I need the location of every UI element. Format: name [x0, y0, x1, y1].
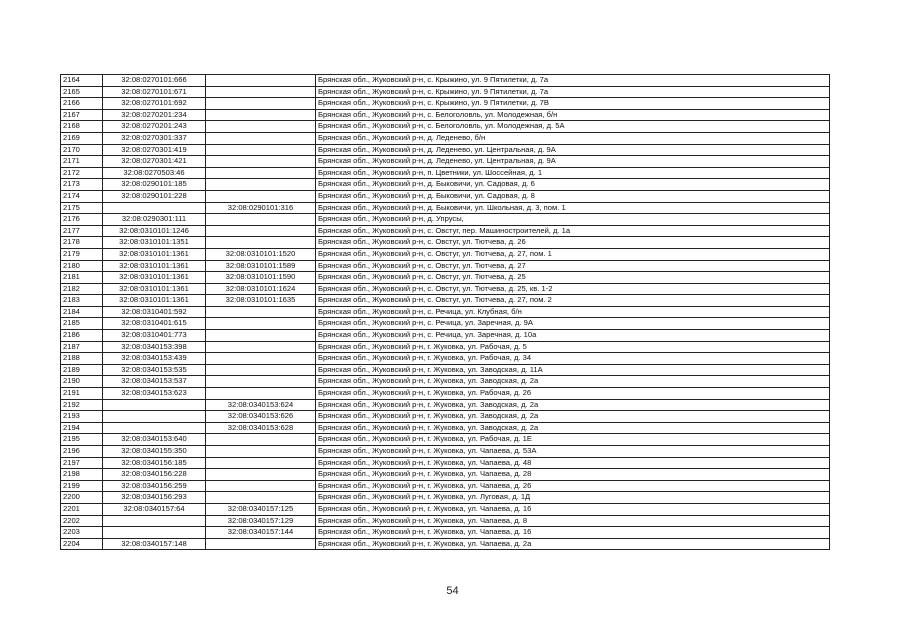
table-row: [61, 272, 830, 284]
row-number-cell: 2174: [61, 190, 103, 202]
address-cell: Брянская обл., Жуковский р-н, г. Жуковка, ул. Рабочая, д. 5: [316, 341, 830, 353]
premises-cadastral-number-cell: [206, 364, 316, 376]
cadastral-number-cell: 32:08:0310101:1246: [103, 225, 206, 237]
premises-cadastral-number-cell: 32:08:0340157:129: [206, 515, 316, 527]
address-cell: Брянская обл., Жуковский р-н, г. Жуковка, ул. Чапаева, д. 48: [316, 457, 830, 469]
row-number-cell: 2185: [61, 318, 103, 330]
premises-cadastral-number-cell: 32:08:0340153:626: [206, 411, 316, 423]
premises-cadastral-number-cell: [206, 144, 316, 156]
premises-cadastral-number-cell: [206, 237, 316, 249]
table-row: [61, 364, 830, 376]
table-row: [61, 376, 830, 388]
row-number-cell: 2167: [61, 109, 103, 121]
row-number-cell: 2172: [61, 167, 103, 179]
row-number-cell: 2178: [61, 237, 103, 249]
table-row: [61, 492, 830, 504]
table-row: [61, 341, 830, 353]
row-number-cell: 2195: [61, 434, 103, 446]
premises-cadastral-number-cell: 32:08:0310101:1624: [206, 283, 316, 295]
premises-cadastral-number-cell: [206, 75, 316, 87]
row-number-cell: 2168: [61, 121, 103, 133]
address-cell: Брянская обл., Жуковский р-н, с. Овстуг, ул. Тютчева, д. 25, кв. 1-2: [316, 283, 830, 295]
premises-cadastral-number-cell: [206, 167, 316, 179]
row-number-cell: 2189: [61, 364, 103, 376]
premises-cadastral-number-cell: [206, 318, 316, 330]
row-number-cell: 2193: [61, 411, 103, 423]
row-number-cell: 2201: [61, 503, 103, 515]
address-cell: Брянская обл., Жуковский р-н, с. Овстуг, пер. Машиностроителей, д. 1а: [316, 225, 830, 237]
cadastral-number-cell: 32:08:0310401:615: [103, 318, 206, 330]
cadastral-number-cell: [103, 411, 206, 423]
address-cell: Брянская обл., Жуковский р-н, с. Крыжино, ул. 9 Пятилетки, д. 7а: [316, 75, 830, 87]
cadastral-number-cell: 32:08:0340156:259: [103, 480, 206, 492]
address-cell: Брянская обл., Жуковский р-н, с. Белоголовль, ул. Молодежная, б/н: [316, 109, 830, 121]
address-cell: Брянская обл., Жуковский р-н, с. Белоголовль, ул. Молодежная, д. 5А: [316, 121, 830, 133]
row-number-cell: 2171: [61, 156, 103, 168]
premises-cadastral-number-cell: [206, 492, 316, 504]
row-number-cell: 2192: [61, 399, 103, 411]
premises-cadastral-number-cell: [206, 353, 316, 365]
address-cell: Брянская обл., Жуковский р-н, с. Крыжино, ул. 9 Пятилетки, д. 7а: [316, 86, 830, 98]
cadastral-number-cell: 32:08:0340153:398: [103, 341, 206, 353]
table-row: [61, 214, 830, 226]
cadastral-number-cell: 32:08:0270201:234: [103, 109, 206, 121]
premises-cadastral-number-cell: [206, 457, 316, 469]
address-cell: Брянская обл., Жуковский р-н, с. Речица, ул. Заречная, д. 10а: [316, 330, 830, 342]
address-cell: Брянская обл., Жуковский р-н, с. Овстуг, ул. Тютчева, д. 27, пом. 2: [316, 295, 830, 307]
row-number-cell: 2186: [61, 330, 103, 342]
premises-cadastral-number-cell: [206, 109, 316, 121]
cadastral-number-cell: [103, 515, 206, 527]
address-cell: Брянская обл., Жуковский р-н, г. Жуковка, ул. Рабочая, д. 34: [316, 353, 830, 365]
row-number-cell: 2202: [61, 515, 103, 527]
address-cell: Брянская обл., Жуковский р-н, г. Жуковка, ул. Рабочая, д. 1Е: [316, 434, 830, 446]
cadastral-number-cell: 32:08:0310101:1361: [103, 248, 206, 260]
cadastral-number-cell: [103, 399, 206, 411]
address-cell: Брянская обл., Жуковский р-н, д. Быковичи, ул. Садовая, д. 6: [316, 179, 830, 191]
table-row: [61, 75, 830, 87]
premises-cadastral-number-cell: [206, 388, 316, 400]
cadastral-number-cell: 32:08:0340153:535: [103, 364, 206, 376]
cadastral-number-cell: 32:08:0310101:1351: [103, 237, 206, 249]
cadastral-number-cell: 32:08:0270503:46: [103, 167, 206, 179]
address-cell: Брянская обл., Жуковский р-н, г. Жуковка, ул. Чапаева, д. 26: [316, 480, 830, 492]
cadastral-number-cell: 32:08:0340156:228: [103, 469, 206, 481]
table-row: [61, 527, 830, 539]
row-number-cell: 2164: [61, 75, 103, 87]
premises-cadastral-number-cell: 32:08:0340153:624: [206, 399, 316, 411]
table-row: [61, 538, 830, 550]
cadastral-number-cell: [103, 422, 206, 434]
row-number-cell: 2183: [61, 295, 103, 307]
table-row: [61, 422, 830, 434]
cadastral-number-cell: 32:08:0290301:111: [103, 214, 206, 226]
row-number-cell: 2165: [61, 86, 103, 98]
table-row: [61, 411, 830, 423]
table-row: [61, 167, 830, 179]
table-row: [61, 318, 830, 330]
row-number-cell: 2197: [61, 457, 103, 469]
cadastral-number-cell: 32:08:0340156:293: [103, 492, 206, 504]
row-number-cell: 2175: [61, 202, 103, 214]
address-cell: Брянская обл., Жуковский р-н, г. Жуковка, ул. Заводская, д. 2а: [316, 411, 830, 423]
row-number-cell: 2203: [61, 527, 103, 539]
row-number-cell: 2199: [61, 480, 103, 492]
address-cell: Брянская обл., Жуковский р-н, д. Леденево, ул. Центральная, д. 9А: [316, 144, 830, 156]
address-cell: Брянская обл., Жуковский р-н, г. Жуковка, ул. Чапаева, д. 53А: [316, 446, 830, 458]
address-cell: Брянская обл., Жуковский р-н, г. Жуковка, ул. Чапаева, д. 28: [316, 469, 830, 481]
address-cell: Брянская обл., Жуковский р-н, г. Жуковка, ул. Заводская, д. 2а: [316, 376, 830, 388]
premises-cadastral-number-cell: 32:08:0340157:144: [206, 527, 316, 539]
cadastral-number-cell: 32:08:0310401:773: [103, 330, 206, 342]
table-row: [61, 480, 830, 492]
address-cell: Брянская обл., Жуковский р-н, г. Жуковка, ул. Чапаева, д. 16: [316, 503, 830, 515]
row-number-cell: 2181: [61, 272, 103, 284]
address-cell: Брянская обл., Жуковский р-н, с. Речица, ул. Заречная, д. 9А: [316, 318, 830, 330]
cadastral-number-cell: 32:08:0310401:592: [103, 306, 206, 318]
cadastral-number-cell: 32:08:0270301:419: [103, 144, 206, 156]
address-cell: Брянская обл., Жуковский р-н, д. Упрусы,: [316, 214, 830, 226]
address-cell: Брянская обл., Жуковский р-н, с. Крыжино, ул. 9 Пятилетки, д. 7В: [316, 98, 830, 110]
cadastral-number-cell: 32:08:0270301:421: [103, 156, 206, 168]
table-row: [61, 190, 830, 202]
address-cell: Брянская обл., Жуковский р-н, с. Овстуг, ул. Тютчева, д. 26: [316, 237, 830, 249]
premises-cadastral-number-cell: 32:08:0340157:125: [206, 503, 316, 515]
cadastral-number-cell: 32:08:0270101:692: [103, 98, 206, 110]
table-row: [61, 86, 830, 98]
table-body: [61, 75, 830, 550]
cadastral-number-cell: 32:08:0310101:1361: [103, 260, 206, 272]
row-number-cell: 2188: [61, 353, 103, 365]
row-number-cell: 2198: [61, 469, 103, 481]
cadastral-number-cell: 32:08:0340153:537: [103, 376, 206, 388]
table-row: [61, 469, 830, 481]
row-number-cell: 2170: [61, 144, 103, 156]
row-number-cell: 2173: [61, 179, 103, 191]
address-cell: Брянская обл., Жуковский р-н, д. Быковичи, ул. Садовая, д. 8: [316, 190, 830, 202]
row-number-cell: 2194: [61, 422, 103, 434]
premises-cadastral-number-cell: [206, 341, 316, 353]
row-number-cell: 2176: [61, 214, 103, 226]
premises-cadastral-number-cell: [206, 179, 316, 191]
table-row: [61, 156, 830, 168]
table-row: [61, 144, 830, 156]
table-row: [61, 295, 830, 307]
cadastral-number-cell: 32:08:0290101:185: [103, 179, 206, 191]
table-row: [61, 503, 830, 515]
cadastral-number-cell: [103, 527, 206, 539]
address-cell: Брянская обл., Жуковский р-н, г. Жуковка, ул. Чапаева, д. 16: [316, 527, 830, 539]
address-cell: Брянская обл., Жуковский р-н, с. Овстуг, ул. Тютчева, д. 25: [316, 272, 830, 284]
table-row: [61, 225, 830, 237]
cadastral-number-cell: 32:08:0270301:337: [103, 132, 206, 144]
premises-cadastral-number-cell: 32:08:0310101:1520: [206, 248, 316, 260]
cadastral-number-cell: 32:08:0340153:623: [103, 388, 206, 400]
row-number-cell: 2177: [61, 225, 103, 237]
premises-cadastral-number-cell: [206, 132, 316, 144]
table-row: [61, 330, 830, 342]
table-row: [61, 306, 830, 318]
premises-cadastral-number-cell: [206, 469, 316, 481]
property-table: [60, 74, 830, 550]
cadastral-number-cell: 32:08:0310101:1361: [103, 283, 206, 295]
table-row: [61, 121, 830, 133]
address-cell: Брянская обл., Жуковский р-н, д. Леденево, ул. Центральная, д. 9А: [316, 156, 830, 168]
premises-cadastral-number-cell: [206, 98, 316, 110]
premises-cadastral-number-cell: [206, 214, 316, 226]
cadastral-number-cell: 32:08:0340157:64: [103, 503, 206, 515]
address-cell: Брянская обл., Жуковский р-н, г. Жуковка, ул. Заводская, д. 11А: [316, 364, 830, 376]
address-cell: Брянская обл., Жуковский р-н, с. Овстуг, ул. Тютчева, д. 27, пом. 1: [316, 248, 830, 260]
address-cell: Брянская обл., Жуковский р-н, г. Жуковка, ул. Заводская, д. 2а: [316, 399, 830, 411]
table-row: [61, 202, 830, 214]
table-row: [61, 132, 830, 144]
row-number-cell: 2169: [61, 132, 103, 144]
premises-cadastral-number-cell: 32:08:0290101:316: [206, 202, 316, 214]
row-number-cell: 2196: [61, 446, 103, 458]
table-row: [61, 434, 830, 446]
row-number-cell: 2204: [61, 538, 103, 550]
row-number-cell: 2179: [61, 248, 103, 260]
cadastral-number-cell: 32:08:0340153:640: [103, 434, 206, 446]
premises-cadastral-number-cell: 32:08:0340153:628: [206, 422, 316, 434]
cadastral-number-cell: 32:08:0340157:148: [103, 538, 206, 550]
table-row: [61, 248, 830, 260]
premises-cadastral-number-cell: [206, 190, 316, 202]
cadastral-number-cell: 32:08:0290101:228: [103, 190, 206, 202]
row-number-cell: 2200: [61, 492, 103, 504]
premises-cadastral-number-cell: [206, 156, 316, 168]
premises-cadastral-number-cell: [206, 121, 316, 133]
address-cell: Брянская обл., Жуковский р-н, д. Леденево, б/н: [316, 132, 830, 144]
table-row: [61, 388, 830, 400]
table-row: [61, 457, 830, 469]
premises-cadastral-number-cell: 32:08:0310101:1635: [206, 295, 316, 307]
row-number-cell: 2180: [61, 260, 103, 272]
row-number-cell: 2191: [61, 388, 103, 400]
address-cell: Брянская обл., Жуковский р-н, г. Жуковка, ул. Чапаева, д. 2а: [316, 538, 830, 550]
table-row: [61, 399, 830, 411]
page-number: 54: [446, 585, 459, 597]
premises-cadastral-number-cell: 32:08:0310101:1589: [206, 260, 316, 272]
table-row: [61, 353, 830, 365]
row-number-cell: 2166: [61, 98, 103, 110]
cadastral-number-cell: [103, 202, 206, 214]
premises-cadastral-number-cell: [206, 86, 316, 98]
cadastral-number-cell: 32:08:0340153:439: [103, 353, 206, 365]
row-number-cell: 2184: [61, 306, 103, 318]
cadastral-number-cell: 32:08:0340156:185: [103, 457, 206, 469]
premises-cadastral-number-cell: [206, 538, 316, 550]
table-row: [61, 179, 830, 191]
table-row: [61, 515, 830, 527]
row-number-cell: 2190: [61, 376, 103, 388]
address-cell: Брянская обл., Жуковский р-н, г. Жуковка, ул. Чапаева, д. 8: [316, 515, 830, 527]
cadastral-number-cell: 32:08:0270101:666: [103, 75, 206, 87]
table-row: [61, 109, 830, 121]
premises-cadastral-number-cell: [206, 480, 316, 492]
premises-cadastral-number-cell: [206, 446, 316, 458]
address-cell: Брянская обл., Жуковский р-н, г. Жуковка, ул. Заводская, д. 2а: [316, 422, 830, 434]
address-cell: Брянская обл., Жуковский р-н, г. Жуковка, ул. Луговая, д. 1Д: [316, 492, 830, 504]
address-cell: Брянская обл., Жуковский р-н, с. Овстуг, ул. Тютчева, д. 27: [316, 260, 830, 272]
premises-cadastral-number-cell: [206, 225, 316, 237]
premises-cadastral-number-cell: [206, 434, 316, 446]
row-number-cell: 2187: [61, 341, 103, 353]
premises-cadastral-number-cell: [206, 376, 316, 388]
table-row: [61, 260, 830, 272]
row-number-cell: 2182: [61, 283, 103, 295]
table-row: [61, 446, 830, 458]
address-cell: Брянская обл., Жуковский р-н, п. Цветники, ул. Шоссейная, д. 1: [316, 167, 830, 179]
cadastral-number-cell: 32:08:0310101:1361: [103, 295, 206, 307]
cadastral-number-cell: 32:08:0340155:350: [103, 446, 206, 458]
cadastral-number-cell: 32:08:0310101:1361: [103, 272, 206, 284]
table-row: [61, 98, 830, 110]
address-cell: Брянская обл., Жуковский р-н, д. Быковичи, ул. Школьная, д. 3, пом. 1: [316, 202, 830, 214]
premises-cadastral-number-cell: [206, 306, 316, 318]
premises-cadastral-number-cell: 32:08:0310101:1590: [206, 272, 316, 284]
cadastral-number-cell: 32:08:0270201:243: [103, 121, 206, 133]
table-row: [61, 283, 830, 295]
table-row: [61, 237, 830, 249]
cadastral-number-cell: 32:08:0270101:671: [103, 86, 206, 98]
premises-cadastral-number-cell: [206, 330, 316, 342]
address-cell: Брянская обл., Жуковский р-н, г. Жуковка, ул. Рабочая, д. 26: [316, 388, 830, 400]
address-cell: Брянская обл., Жуковский р-н, с. Речица, ул. Клубная, б/н: [316, 306, 830, 318]
